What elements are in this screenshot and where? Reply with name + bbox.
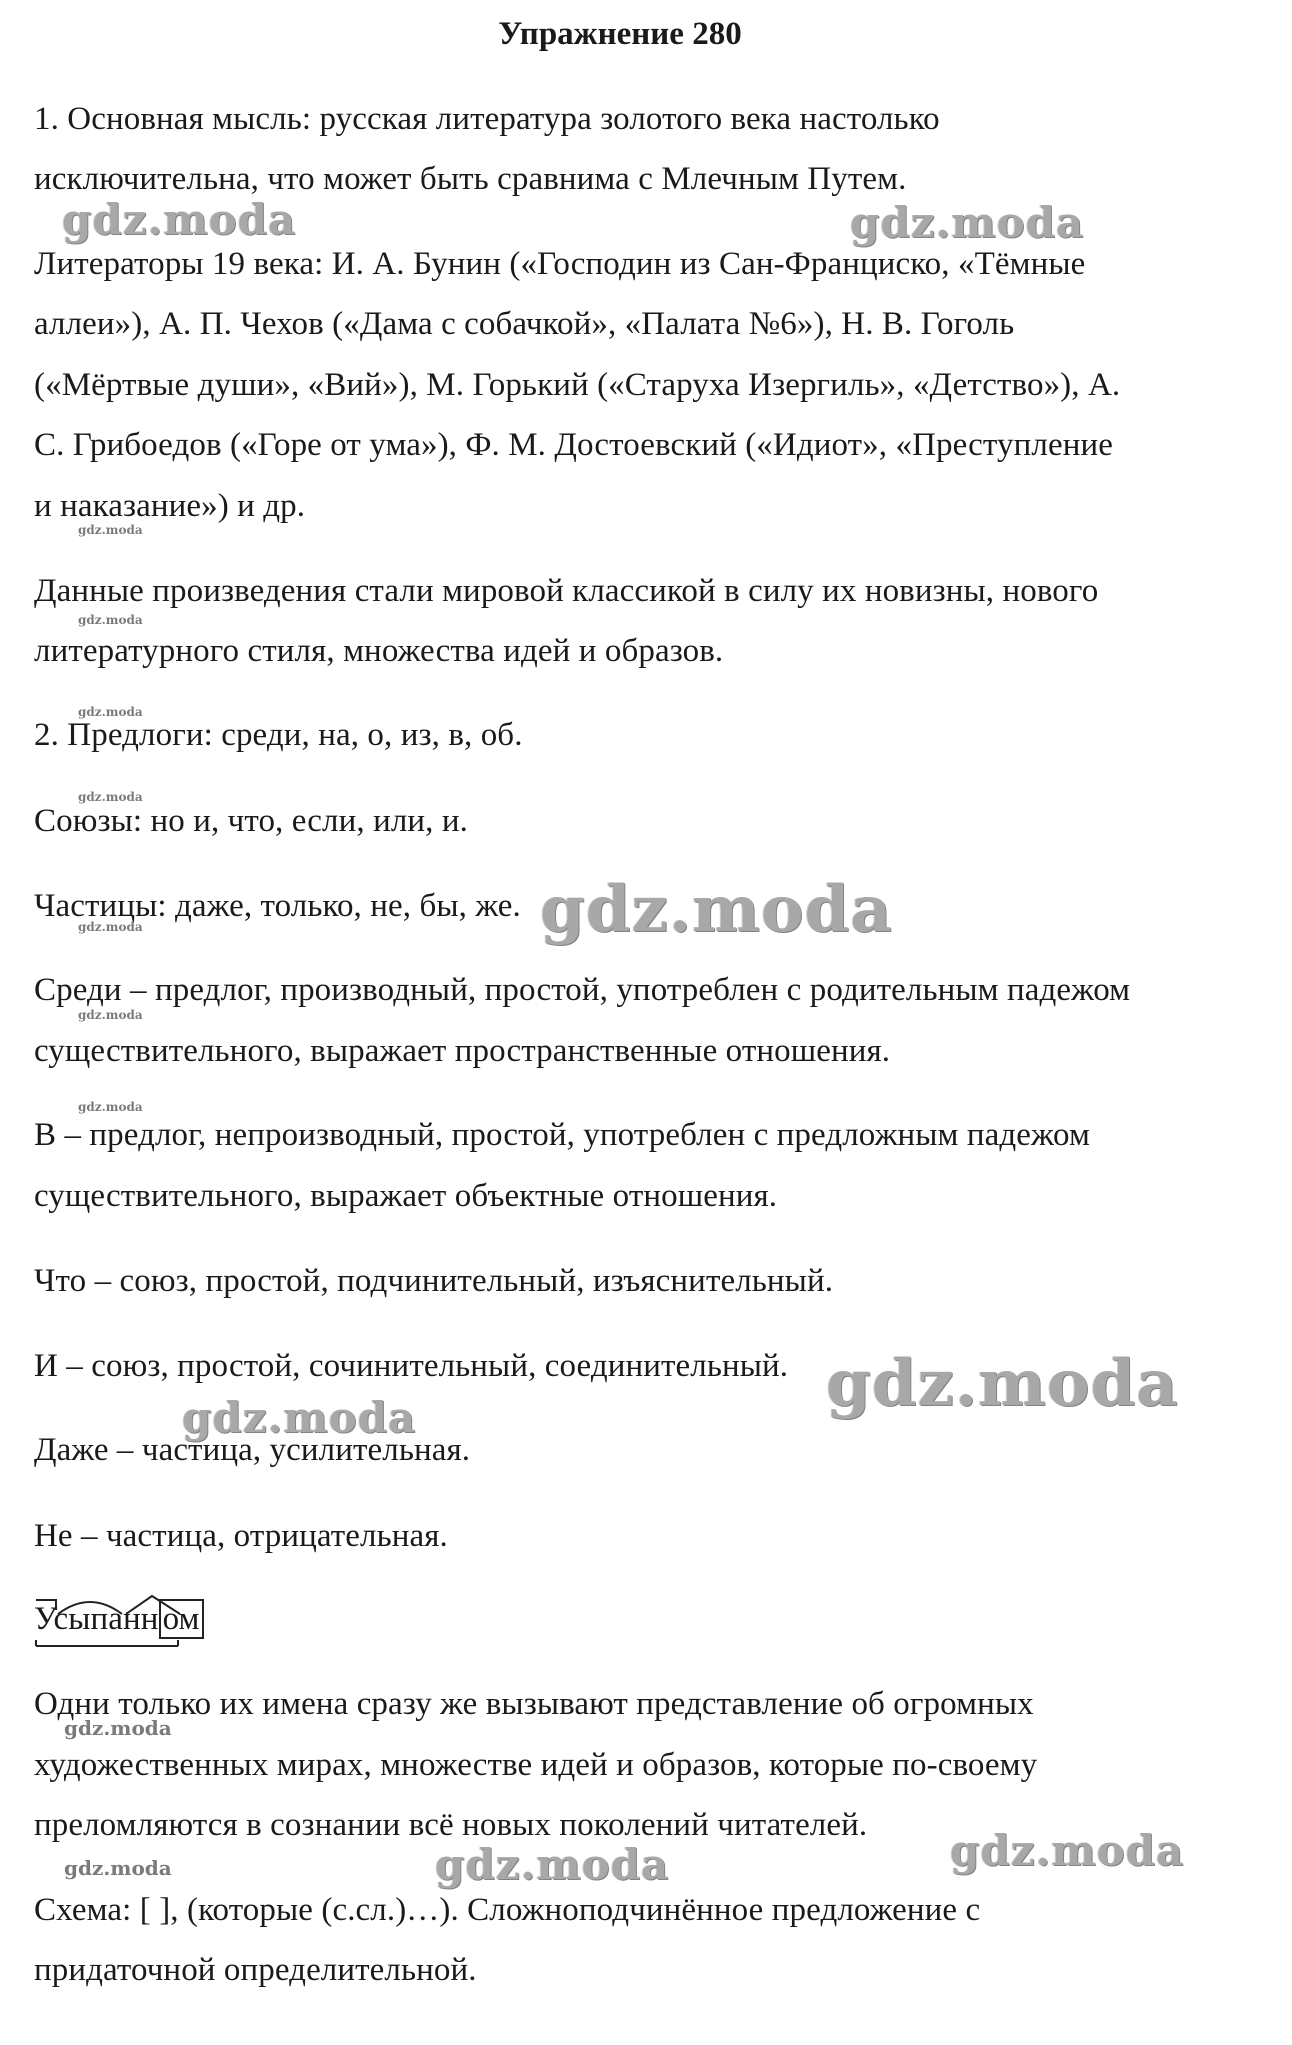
text-line: Среди – предлог, производный, простой, употреблен с родительным падежом (34, 972, 1131, 1008)
watermark: gdz.moda (950, 1826, 1185, 1875)
watermark: gdz.moda (78, 523, 143, 537)
text-line: Литераторы 19 века: И. А. Бунин («Господин из Сан-Франциско, «Тёмные (34, 246, 1086, 282)
text-line: И – союз, простой, сочинительный, соединительный. (34, 1348, 789, 1384)
morpheme-root: сып (53, 1601, 109, 1637)
morpheme-suffix: анн (108, 1601, 159, 1637)
text-line: В – предлог, непроизводный, простой, употреблен с предложным падежом (34, 1117, 1091, 1153)
text-line: существительного, выражает пространственные отношения. (34, 1033, 891, 1069)
text-line: 2. Предлоги: среди, на, о, из, в, об. (34, 717, 523, 753)
watermark: gdz.moda (78, 790, 143, 804)
text-line: С. Грибоедов («Горе от ума»), Ф. М. Достоевский («Идиот», «Преступление (34, 427, 1113, 463)
text-line: аллеи»), А. П. Чехов («Дама с собачкой», «Палата №6»), Н. В. Гоголь (34, 306, 1015, 342)
text-line: Частицы: даже, только, не, бы, же. (34, 888, 521, 924)
morpheme-prefix: У (34, 1601, 54, 1637)
text-line: существительного, выражает объектные отношения. (34, 1178, 778, 1214)
text-line: Что – союз, простой, подчинительный, изъяснительный. (34, 1263, 834, 1299)
morpheme-marks-icon (34, 1590, 224, 1654)
watermark: gdz.moda (435, 1840, 670, 1889)
text-line: Союзы: но и, что, если, или, и. (34, 803, 468, 839)
watermark: gdz.moda (826, 1346, 1179, 1421)
watermark: gdz.moda (182, 1393, 417, 1442)
watermark: gdz.moda (78, 613, 143, 627)
text-line: художественных мирах, множестве идей и образов, которые по-своему (34, 1747, 1038, 1783)
text-line: («Мёртвые души», «Вий»), М. Горький («Старуха Изергиль», «Детство»), А. (34, 367, 1121, 403)
watermark: gdz.moda (78, 1100, 143, 1114)
text-line: 1. Основная мысль: русская литература золотого века настолько (34, 101, 940, 137)
text-line: придаточной определительной. (34, 1952, 477, 1988)
watermark: gdz.moda (62, 195, 297, 244)
text-line: Даже – частица, усилительная. (34, 1432, 471, 1468)
watermark: gdz.moda (78, 920, 143, 934)
text-line: Данные произведения стали мировой классикой в силу их новизны, нового (34, 573, 1099, 609)
text-line: Не – частица, отрицательная. (34, 1518, 448, 1554)
watermark: gdz.moda (540, 872, 893, 947)
watermark: gdz.moda (78, 705, 143, 719)
text-line: и наказание») и др. (34, 488, 306, 524)
morpheme-ending: ом (159, 1599, 204, 1639)
watermark: gdz.moda (64, 1856, 172, 1880)
text-line: Одни только их имена сразу же вызывают представление об огромных (34, 1686, 1034, 1722)
watermark: gdz.moda (850, 198, 1085, 247)
watermark: gdz.moda (78, 1008, 143, 1022)
text-line: исключительна, что может быть сравнима с Млечным Путем. (34, 161, 907, 197)
scheme-line: Схема: [ ], (которые (с.сл.)…). Сложноподчинённое предложение с (34, 1892, 981, 1928)
text-line: литературного стиля, множества идей и образов. (34, 633, 724, 669)
exercise-title: Упражнение 280 (498, 16, 742, 52)
text-line: преломляются в сознании всё новых поколений читателей. (34, 1807, 868, 1843)
watermark: gdz.moda (64, 1716, 172, 1740)
